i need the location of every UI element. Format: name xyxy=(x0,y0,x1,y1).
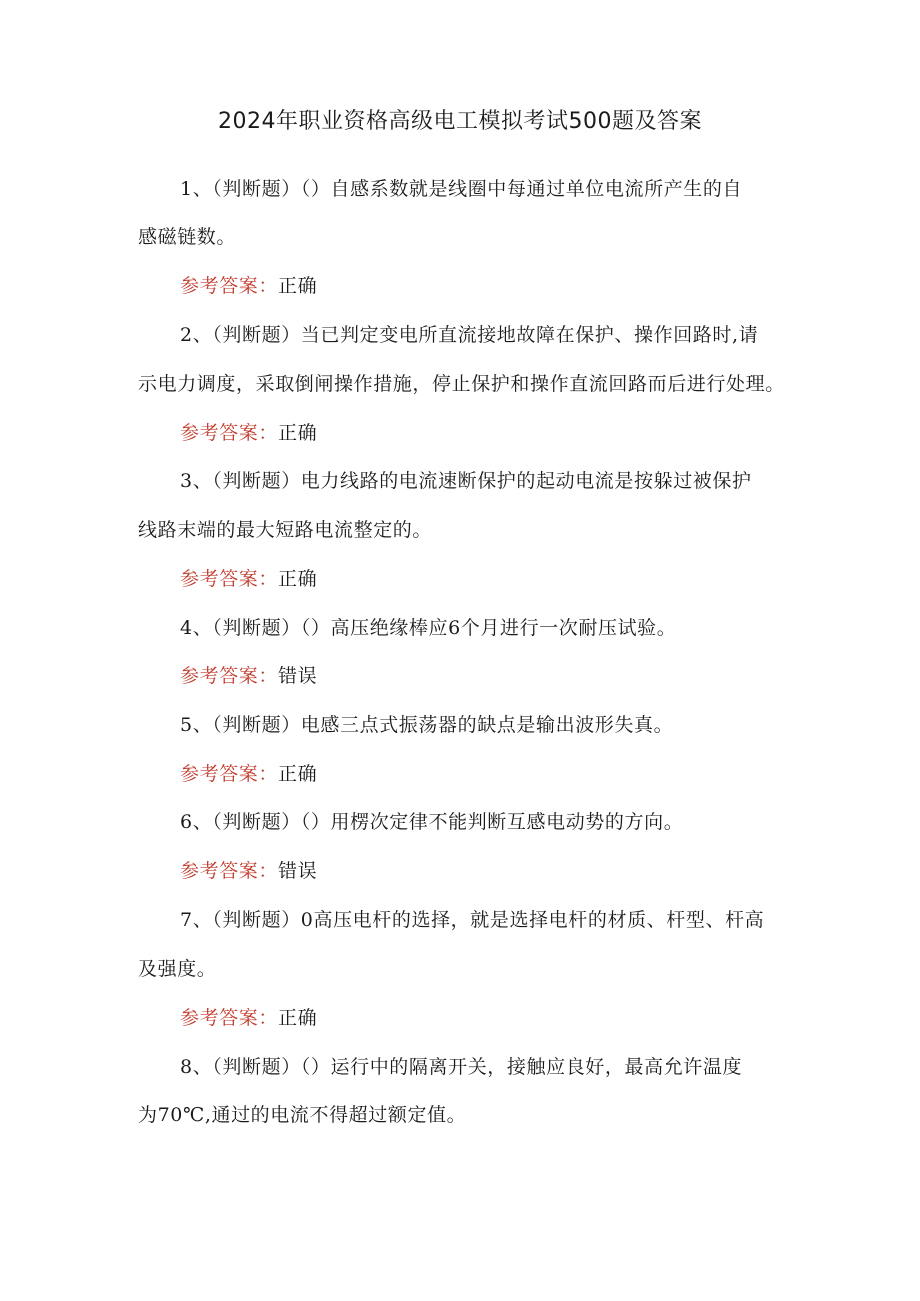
answer-5 xyxy=(180,759,317,786)
answer-value: 正确 xyxy=(278,568,318,590)
answer-value: 正确 xyxy=(278,763,318,785)
answer-7 xyxy=(180,1003,317,1030)
answer-label: 参考答案： xyxy=(180,422,279,444)
answer-value: 正确 xyxy=(278,422,318,444)
question-3-line-2: 线路末端的最大短路电流整定的。 xyxy=(138,519,433,541)
question-4-line-1: 4、（判断题）（）高压绝缘棒应6个月进行一次耐压试验。 xyxy=(180,617,677,639)
answer-label: 参考答案： xyxy=(180,860,279,882)
document-title: 2024年职业资格高级电工模拟考试500题及答案 xyxy=(218,109,702,134)
answer-value: 正确 xyxy=(278,1007,318,1029)
answer-value: 错误 xyxy=(278,665,318,687)
question-8-line-1: 8、（判断题）（）运行中的隔离开关，接触应良好，最高允许温度 xyxy=(180,1056,743,1078)
question-1-line-1: 1、（判断题）（）自感系数就是线圈中每通过单位电流所产生的自 xyxy=(180,178,743,200)
question-7-line-1: 7、（判断题）0高压电杆的选择，就是选择电杆的材质、杆型、杆高 xyxy=(180,909,765,931)
answer-label: 参考答案： xyxy=(180,665,279,687)
question-3-line-1: 3、（判断题）电力线路的电流速断保护的起动电流是按躲过被保护 xyxy=(180,470,752,492)
answer-2 xyxy=(180,418,317,445)
question-2-line-1: 2、（判断题）当已判定变电所直流接地故障在保护、操作回路时,请 xyxy=(180,324,759,346)
answer-label: 参考答案： xyxy=(180,763,279,785)
answer-6 xyxy=(180,856,317,883)
question-1-line-2: 感磁链数。 xyxy=(138,226,237,248)
answer-1 xyxy=(180,271,317,298)
answer-label: 参考答案： xyxy=(180,275,279,297)
question-7-line-2: 及强度。 xyxy=(138,958,217,980)
question-2-line-2: 示电力调度，采取倒闸操作措施，停止保护和操作直流回路而后进行处理。 xyxy=(138,373,785,395)
answer-value: 错误 xyxy=(278,860,318,882)
question-6-line-1: 6、（判断题）（）用楞次定律不能判断互感电动势的方向。 xyxy=(180,811,684,833)
answer-4 xyxy=(180,661,317,688)
answer-value: 正确 xyxy=(278,275,318,297)
answer-label: 参考答案： xyxy=(180,1007,279,1029)
answer-label: 参考答案： xyxy=(180,568,279,590)
question-8-line-2: 为70℃,通过的电流不得超过额定值。 xyxy=(138,1104,467,1126)
question-5-line-1: 5、（判断题）电感三点式振荡器的缺点是输出波形失真。 xyxy=(180,714,674,736)
answer-3 xyxy=(180,564,317,591)
